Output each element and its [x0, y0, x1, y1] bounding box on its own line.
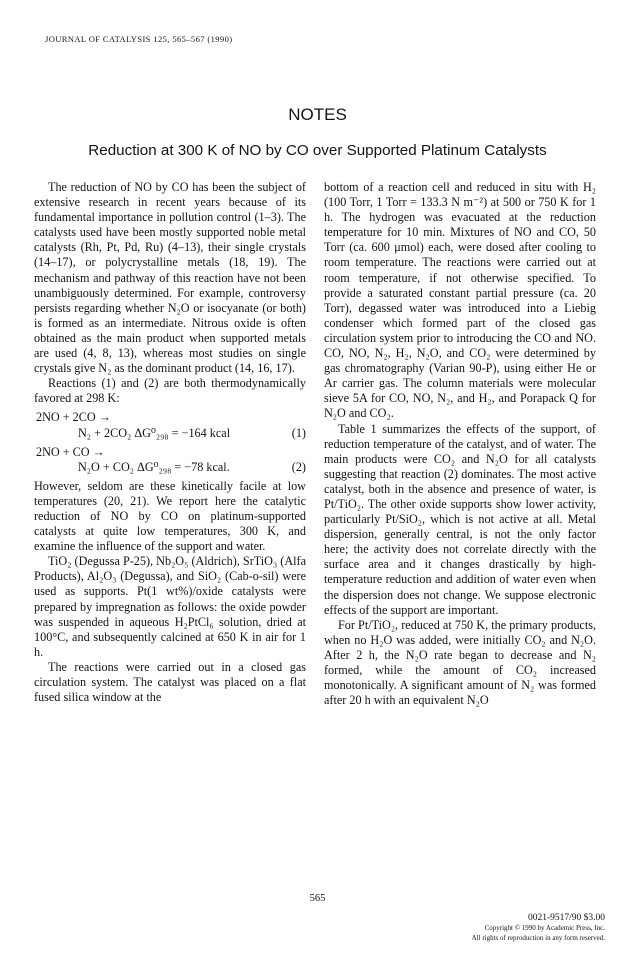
equation-2-lhs: 2NO + CO → — [36, 444, 105, 459]
paragraph: bottom of a reaction cell and reduced in situ with H₂ (100 Torr, 1 Torr = 133.3 N m⁻²) at 500 or 750 K for 1 h. The hydrogen was evacuated at the reduction temperature for 10 min. Mixtures of NO and CO, 50 Torr (ca. 600 μmol) each, were dosed after cooling to room temperature. The reactions were carried out at room temperature, if not otherwise specified. To provide a saturated constant partial pressure (ca. 20 Torr), degassed water was introduced into a Liebig condenser which formed part of the closed gas circulation system prior to introducing the CO and NO. CO, NO, N₂, H₂, N₂O, and CO₂ were determined by gas chromatography (Varian 90-P), using either He or Ar carrier gas. The column materials were molecular sieve 5A for CO, NO, N₂, and H₂, and Porapack Q for N₂O and CO₂. — [324, 180, 596, 421]
equation-1-number: (1) — [291, 425, 306, 440]
equation-1-lhs: 2NO + 2CO → — [36, 410, 111, 425]
paper-title: Reduction at 300 K of NO by CO over Supported Platinum Catalysts — [88, 142, 547, 159]
paragraph: The reduction of NO by CO has been the subject of extensive research in recent years because of its fundamental importance in pollution control (1–3). The catalysts used have been mostly supported noble metal catalysts (Rh, Pt, Pd, Ru) (4–13), their single crystals (14–17), or polycrystalline metals (18, 19). The mechanism and pathway of this reaction have not been unambiguously determined. For example, controversy persists regarding whether N₂O or isocyanate (or both) is formed as an intermediate. Nitrous oxide is often obtained as the main product when supported metals are used (4, 8, 13), whereas most studies on single crystals give N₂ as the dominant product (14, 16, 17). — [34, 180, 306, 376]
right-column — [324, 180, 596, 708]
page-number: 565 — [309, 893, 326, 904]
equation-block — [34, 410, 306, 474]
article-code: 0021-9517/90 $3.00 — [527, 913, 605, 923]
running-head: JOURNAL OF CATALYSIS 125, 565–567 (1990) — [45, 34, 233, 44]
copyright-block — [472, 912, 605, 943]
rights-line: All rights of reproduction in any form reserved. — [471, 933, 605, 942]
paragraph: The reactions were carried out in a closed gas circulation system. The catalyst was placed on a flat fused silica window at the — [34, 659, 306, 705]
paragraph: For Pt/TiO₂, reduced at 750 K, the primary products, when no H₂O was added, were initially CO₂ and N₂O. After 2 h, the N₂O rate began to decrease and N₂ formed, while the amount of CO₂ increased monotonically. A significant amount of N₂ was formed after 20 h with an equivalent N₂O — [324, 617, 596, 708]
section-title: NOTES — [288, 105, 347, 124]
equation-2-number: (2) — [291, 459, 306, 474]
copyright-line: Copyright © 1990 by Academic Press, Inc. — [484, 924, 605, 932]
paragraph: Reactions (1) and (2) are both thermodynamically favored at 298 K: — [34, 376, 306, 406]
paragraph: Table 1 summarizes the effects of the support, of reduction temperature of the catalyst, and of water. The main products were CO₂ and N₂O for all catalysts suggesting that reaction (2) dominates. The most active catalyst, both in the absence and presence of water, is Pt/TiO₂. The other oxide supports show lower activity, particularly Pt/SiO₂, which is not active at all. Metal dispersion, generally central, is not the only factor here; the activity does not correlate directly with the surface area and it changes drastically by high-temperature reduction and addition of water even when the dispersion does not change. We suppose electronic effects of the support are important. — [324, 421, 596, 617]
left-column — [34, 180, 306, 705]
paragraph: However, seldom are these kinetically facile at low temperatures (20, 21). We report here the catalytic reduction of NO by CO on platinum-supported catalysts at quite low temperatures, 300 K, and examine the influence of the support and water. — [34, 478, 306, 554]
equation-2-rhs: N₂O + CO₂ ΔG⁰₂₉₈ = −78 kcal. — [78, 459, 230, 474]
equation-1-rhs: N₂ + 2CO₂ ΔG⁰₂₉₈ = −164 kcal — [78, 425, 231, 440]
paragraph: TiO₂ (Degussa P-25), Nb₂O₅ (Aldrich), SrTiO₃ (Alfa Products), Al₂O₃ (Degussa), and SiO₂ (Cab-o-sil) were used as supports. Pt(1 wt%)/oxide catalysts were prepared by impregnation as follows: the oxide powder was suspended in aqueous H₂PtCl₆ solution, dried at 100°C, and subsequently calcined at 650 K in air for 1 h. — [34, 554, 306, 659]
